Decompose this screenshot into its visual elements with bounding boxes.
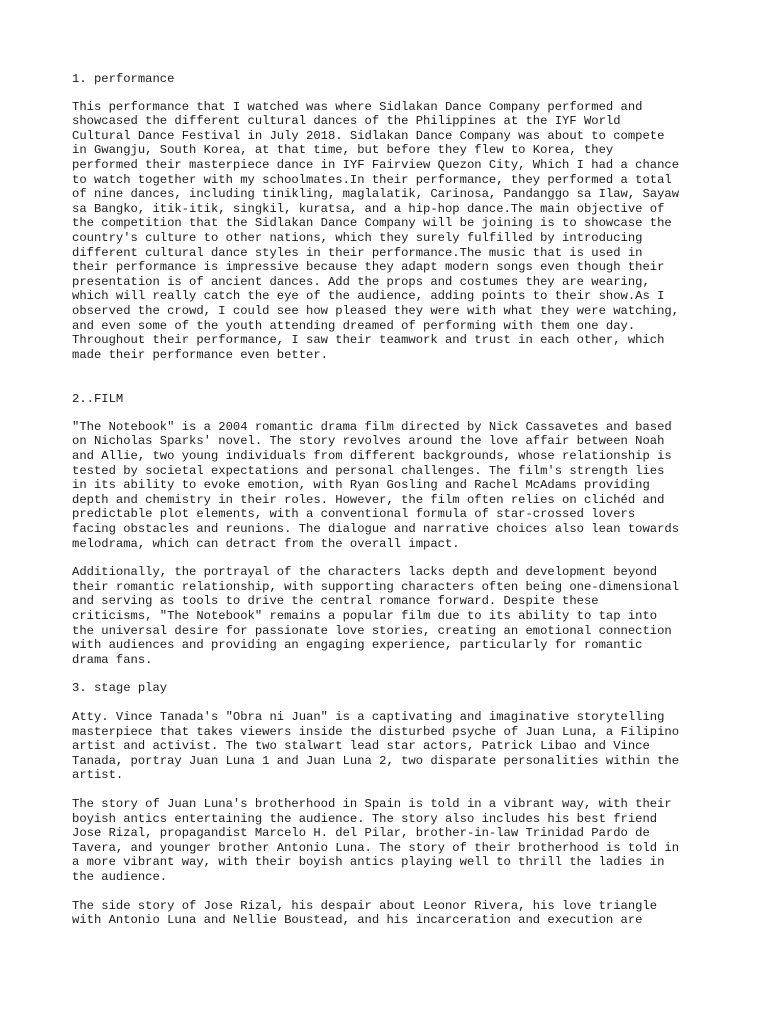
document-content [72, 72, 712, 928]
section-heading-film: 2..FILM [72, 392, 124, 407]
paragraph-stage-play-1: Atty. Vince Tanada's "Obra ni Juan" is a captivating and imaginative storytelling masterpiece that takes viewers inside the disturbed psyche of Juan Luna, a Filipino artist and activist. The two stalwart lead star actors, Patrick Libao and Vince Tanada, portray Juan Luna 1 and Juan Luna 2, two disparate personalities within the artist. [72, 709, 680, 783]
paragraph-stage-play-3: The side story of Jose Rizal, his despair about Leonor Rivera, his love triangle with Antonio Luna and Nellie Boustead, and his incarceration and execution are [72, 898, 658, 928]
section-heading-stage-play: 3. stage play [72, 681, 168, 696]
paragraph-performance: This performance that I watched was where Sidlakan Dance Company performed and showcased the different cultural dances of the Philippines at the IYF World Cultural Dance Festival in July 2018. Sidlakan Dance Company was about to compete in Gwangju, South Korea, at that time, but before they flew to Korea, they performed their masterpiece dance in IYF Fairview Quezon City, Which I had a chance to watch together with my schoolmates.In their performance, they performed a total of nine dances, including tinikling, maglalatik, Carinosa, Pandanggo sa Ilaw, Sayaw sa Bangko, itik-itik, singkil, kuratsa, and a hip-hop dance.The main objective of the competition that the Sidlakan Dance Company will be joining is to showcase the country's culture to other nations, which they surely fulfilled by introducing different cultural dance styles in their performance.The music that is used in their performance is impressive because they adapt modern songs even though their presentation is of ancient dances. Add the props and costumes they are wearing, which will really catch the eye of the audience, adding points to their show.As I observed the crowd, I could see how pleased they were with what they were watching, and even some of the youth attending dreamed of performing with them one day. Throughout their performance, I saw their teamwork and trust in each other, which made their performance even better. [72, 99, 680, 362]
paragraph-stage-play-2: The story of Juan Luna's brotherhood in Spain is told in a vibrant way, with their boyish antics entertaining the audience. The story also includes his best friend Jose Rizal, propagandist Marcelo H. del Pilar, brother-in-law Trinidad Pardo de Tavera, and younger brother Antonio Luna. The story of their brotherhood is told in a more vibrant way, with their boyish antics playing well to thrill the ladies in the audience. [72, 796, 680, 884]
paragraph-film-2: Additionally, the portrayal of the characters lacks depth and development beyond their romantic relationship, with supporting characters often being one-dimensional and serving as tools to drive the central romance forward. Despite these criticisms, "The Notebook" remains a popular film due to its ability to tap into the universal desire for passionate love stories, creating an emotional connection with audiences and providing an engaging experience, particularly for romantic drama fans. [72, 565, 680, 667]
paragraph-film-1: "The Notebook" is a 2004 romantic drama film directed by Nick Cassavetes and based on Nicholas Sparks' novel. The story revolves around the love affair between Noah and Allie, two young individuals from different backgrounds, whose relationship is tested by societal expectations and personal challenges. The film's strength lies in its ability to evoke emotion, with Ryan Gosling and Rachel McAdams providing depth and chemistry in their roles. However, the film often relies on clichéd and predictable plot elements, with a conventional formula of star-crossed lovers facing obstacles and reunions. The dialogue and narrative choices also lean towards melodrama, which can detract from the overall impact. [72, 419, 680, 551]
section-heading-performance: 1. performance [72, 72, 175, 86]
